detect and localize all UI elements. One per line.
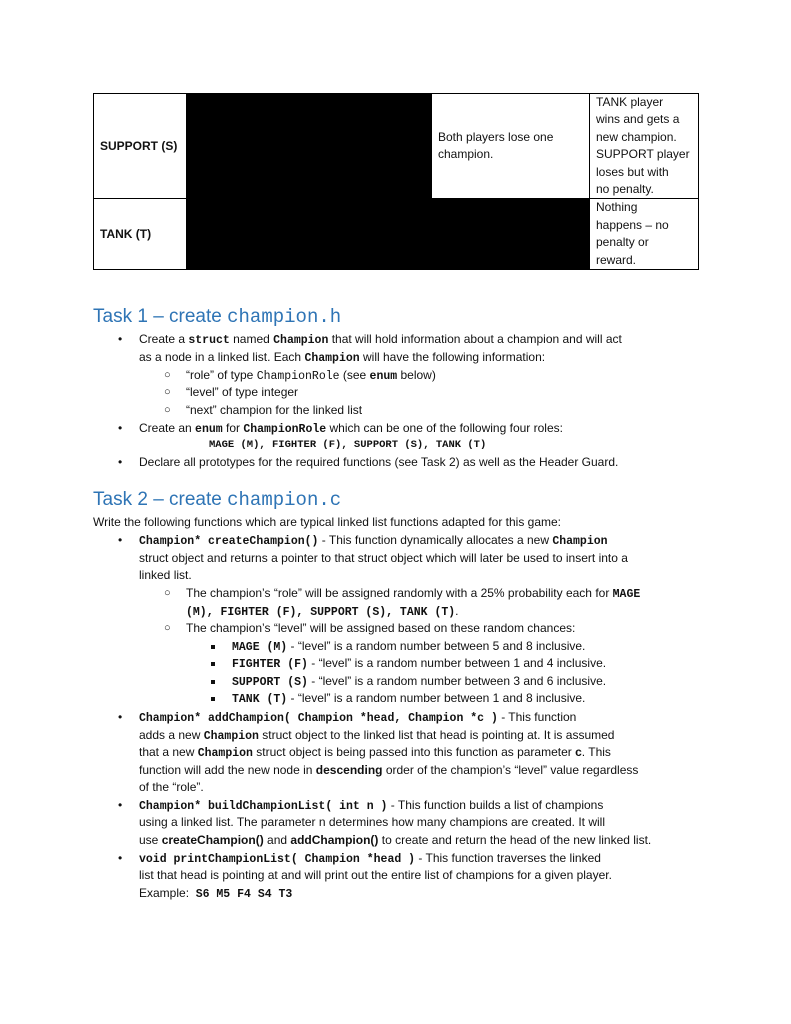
bullet-icon: • — [118, 421, 123, 435]
build-line3 — [139, 832, 651, 850]
text: will have the following information: — [359, 350, 546, 364]
code-championrole: ChampionRole — [256, 370, 340, 383]
code-champion: Champion — [197, 747, 253, 760]
level-mage — [232, 638, 585, 657]
create-champion-ref: createChampion() — [161, 833, 264, 847]
cell-support-support: Both players lose one champion. — [432, 94, 590, 199]
text: - “level” is a random number between 5 and 8 inclusive. — [287, 639, 586, 653]
bullet-icon: • — [118, 533, 123, 547]
cell-line: reward. — [596, 252, 637, 267]
add-line5: of the “role”. — [139, 780, 204, 794]
text: and — [263, 833, 291, 847]
task1-roles: MAGE (M), FIGHTER (F), SUPPORT (S), TANK (T) — [209, 439, 487, 451]
create-line1 — [139, 532, 608, 551]
cell-line: new champion. — [596, 129, 677, 144]
circle-bullet-icon: ○ — [164, 622, 171, 634]
code-enum: enum — [195, 423, 223, 436]
task2-heading-code: champion.c — [227, 489, 342, 511]
create-sub1-line2 — [186, 603, 459, 622]
text: below) — [397, 368, 436, 382]
add-champion-ref: addChampion() — [290, 833, 379, 847]
circle-bullet-icon: ○ — [164, 404, 171, 416]
level-support — [232, 673, 606, 692]
code-enum: enum — [369, 370, 398, 383]
cell-line: happens – no — [596, 217, 669, 232]
code-roles: (M), FIGHTER (F), SUPPORT (S), TANK (T) — [186, 606, 456, 619]
text: - “level” is a random number between 1 and 4 inclusive. — [307, 656, 607, 670]
example-code: S6 M5 F4 S4 T3 — [195, 888, 293, 901]
example-label: Example: — [139, 886, 196, 900]
create-sub2: The champion’s “level” will be assigned based on these random chances: — [186, 621, 576, 635]
task1-bullet2 — [139, 420, 563, 439]
cell-support-tank — [590, 94, 699, 199]
create-line3: linked list. — [139, 568, 192, 582]
code-championrole: ChampionRole — [243, 423, 327, 436]
redacted-cell — [432, 199, 590, 270]
text: function will add the new node in — [139, 763, 316, 777]
square-bullet-icon — [211, 645, 215, 649]
code-champion: Champion — [304, 352, 360, 365]
param-c: c — [575, 745, 582, 759]
cell-line: wins and gets a — [596, 112, 680, 127]
add-line1 — [139, 709, 576, 728]
level-tank — [232, 690, 585, 709]
code-build-signature: Champion* buildChampionList( int n ) — [139, 800, 388, 813]
text: - “level” is a random number between 3 and 6 inclusive. — [307, 674, 607, 688]
task1-heading-prefix: Task 1 – create — [93, 306, 228, 327]
task1-bullet1-line2 — [139, 349, 545, 368]
code-add-signature: Champion* addChampion( Champion *head, Champion *c ) — [139, 712, 498, 725]
build-line2: using a linked list. The parameter n determines how many champions are created. It will — [139, 815, 606, 829]
add-line3 — [139, 744, 611, 763]
create-sub1-line1 — [186, 585, 640, 604]
task1-heading — [93, 306, 341, 328]
print-example — [139, 885, 292, 904]
cell-line: loses but with — [596, 164, 669, 179]
bullet-icon: • — [118, 332, 123, 346]
print-line1 — [139, 850, 601, 869]
cell-tank-tank — [590, 199, 699, 270]
circle-bullet-icon: ○ — [164, 386, 171, 398]
row-label-tank: TANK (T) — [94, 199, 187, 270]
bullet-icon: • — [118, 710, 123, 724]
bullet-icon: • — [118, 455, 123, 469]
text: named — [229, 332, 274, 346]
text: “role” of type — [186, 368, 257, 382]
row-label-support: SUPPORT (S) — [94, 94, 187, 199]
cell-line: SUPPORT player — [596, 147, 690, 162]
text: for — [222, 421, 244, 435]
cell-line: TANK player — [596, 95, 664, 109]
code-level-role: TANK (T) — [232, 693, 288, 706]
code-mage: MAGE — [612, 588, 641, 601]
results-table — [93, 93, 699, 270]
square-bullet-icon — [211, 680, 215, 684]
redacted-cell — [187, 94, 432, 199]
task1-sub1 — [186, 367, 436, 386]
text: that will hold information about a champion and will act — [328, 332, 622, 346]
square-bullet-icon — [211, 697, 215, 701]
text: adds a new — [139, 728, 204, 742]
text: to create and return the head of the new linked list. — [378, 833, 652, 847]
task1-bullet3: Declare all prototypes for the required functions (see Task 2) as well as the Header Guard. — [139, 455, 619, 469]
text: The champion’s “role” will be assigned randomly with a 25% probability each for — [186, 586, 613, 600]
print-line2: list that head is pointing at and will print out the entire list of champions for a given player. — [139, 868, 612, 882]
text: Create a — [139, 332, 189, 346]
redacted-cell — [187, 199, 432, 270]
text: - This function builds a list of champions — [387, 798, 604, 812]
code-print-signature: void printChampionList( Champion *head ) — [139, 853, 416, 866]
build-line1 — [139, 797, 603, 816]
square-bullet-icon — [211, 662, 215, 666]
code-level-role: SUPPORT (S) — [232, 676, 308, 689]
text: Create an — [139, 421, 196, 435]
text: - This function traverses the linked — [415, 851, 601, 865]
table-row-support — [94, 94, 699, 199]
circle-bullet-icon: ○ — [164, 587, 171, 599]
task2-heading — [93, 489, 341, 511]
code-create-signature: Champion* createChampion() — [139, 535, 319, 548]
text: struct object to the linked list that head is pointing at. It is assumed — [258, 728, 615, 742]
text: - This function dynamically allocates a new — [318, 533, 553, 547]
text: - “level” is a random number between 1 and 8 inclusive. — [287, 691, 586, 705]
text: order of the champion’s “level” value regardless — [382, 763, 639, 777]
code-champion: Champion — [552, 535, 608, 548]
cell-line: no penalty. — [596, 182, 654, 197]
text: . This — [581, 745, 611, 759]
bullet-icon: • — [118, 798, 123, 812]
text: as a node in a linked list. Each — [139, 350, 305, 364]
text: (see — [339, 368, 370, 382]
cell-line: penalty or — [596, 235, 649, 250]
level-fighter — [232, 655, 606, 674]
add-line2 — [139, 727, 614, 746]
task2-intro: Write the following functions which are typical linked list functions adapted for this game: — [93, 515, 562, 529]
task1-heading-code: champion.h — [227, 306, 342, 328]
circle-bullet-icon: ○ — [164, 369, 171, 381]
cell-line: Nothing — [596, 200, 638, 215]
task2-heading-prefix: Task 2 – create — [93, 489, 228, 510]
create-line2: struct object and returns a pointer to that struct object which will later be used to insert into a — [139, 551, 628, 565]
text: . — [455, 604, 459, 618]
add-line4 — [139, 762, 638, 780]
text: that a new — [139, 745, 198, 759]
text: - This function — [497, 710, 577, 724]
text: use — [139, 833, 162, 847]
code-champion: Champion — [273, 334, 329, 347]
text: struct object is being passed into this function as parameter — [252, 745, 576, 759]
table-row-tank — [94, 199, 699, 270]
code-level-role: MAGE (M) — [232, 641, 288, 654]
task1-sub2: “level” of type integer — [186, 385, 299, 399]
task1-bullet1-line1 — [139, 331, 622, 350]
code-champion: Champion — [203, 730, 259, 743]
text: which can be one of the following four roles: — [326, 421, 563, 435]
task1-sub3: “next” champion for the linked list — [186, 403, 363, 417]
bullet-icon: • — [118, 851, 123, 865]
descending-word: descending — [315, 763, 383, 777]
code-level-role: FIGHTER (F) — [232, 658, 308, 671]
code-struct: struct — [188, 334, 230, 347]
